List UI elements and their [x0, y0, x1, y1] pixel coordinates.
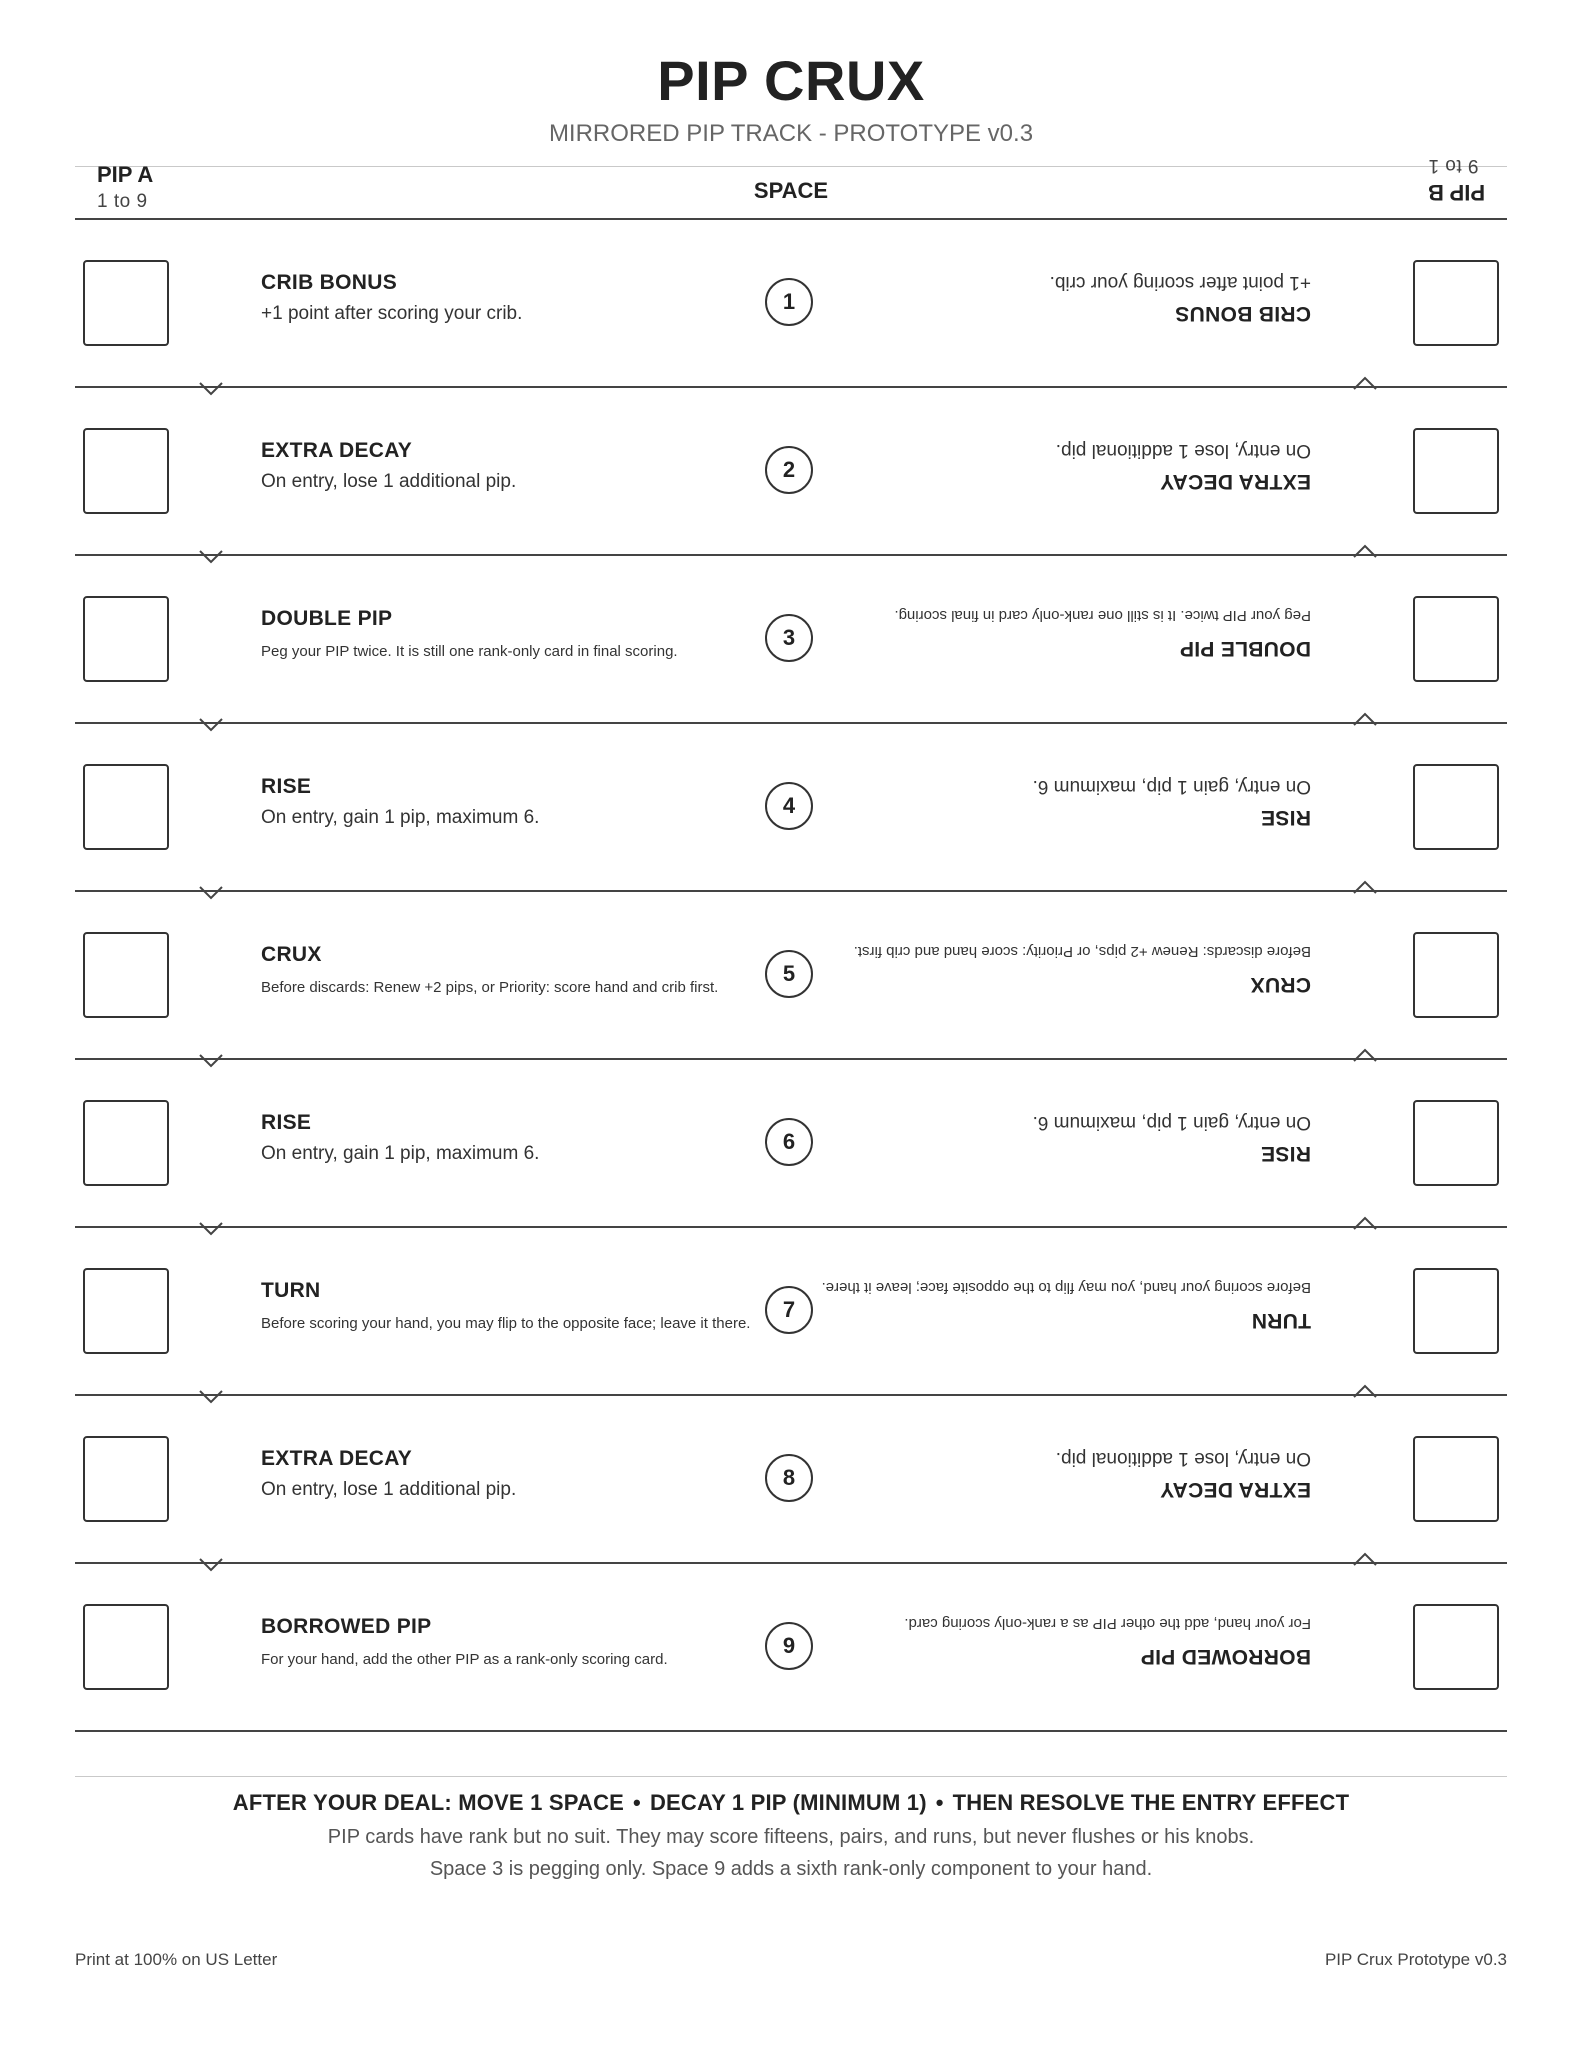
pip-b-effect-mirrored: [861, 1111, 1311, 1165]
page-subtitle: MIRRORED PIP TRACK - PROTOTYPE v0.3: [548, 120, 1034, 147]
print-note: Print at 100% on US Letter: [75, 1950, 278, 1969]
pip-b-effect-mirrored: [861, 775, 1311, 829]
track-row: [75, 892, 1507, 1060]
pip-a-marker-box[interactable]: [83, 1436, 169, 1522]
effect-description: Peg your PIP twice. It is still one rank-only card in final scoring.: [261, 643, 678, 660]
pip-b-marker-box[interactable]: [1413, 596, 1499, 682]
pip-a-marker-box[interactable]: [83, 596, 169, 682]
pip-a-marker-box[interactable]: [83, 932, 169, 1018]
space-number: 1: [765, 278, 813, 326]
track-row: [75, 388, 1507, 556]
pip-a-effect: [261, 1279, 821, 1332]
space-number: 8: [765, 1454, 813, 1502]
effect-description: On entry, lose 1 additional pip.: [1055, 1448, 1311, 1469]
space-number: 2: [765, 446, 813, 494]
space-number: 6: [765, 1118, 813, 1166]
pip-a-label: PIP A: [97, 162, 154, 187]
footer-rule-part-2: DECAY 1 PIP (MINIMUM 1): [649, 1790, 927, 1815]
track-row: [75, 724, 1507, 892]
pip-b-marker-box[interactable]: [1413, 1268, 1499, 1354]
effect-name: RISE: [1260, 1142, 1311, 1165]
footer-rule-part-1: AFTER YOUR DEAL: MOVE 1 SPACE: [232, 1790, 625, 1815]
space-number: 7: [765, 1286, 813, 1334]
effect-name: EXTRA DECAY: [261, 439, 413, 462]
effect-description: +1 point after scoring your crib.: [261, 303, 523, 324]
effect-name: DOUBLE PIP: [261, 607, 393, 630]
effect-description: Before scoring your hand, you may flip to the opposite face; leave it there.: [821, 1279, 1311, 1296]
track-row: [75, 1228, 1507, 1396]
pip-a-effect: [261, 271, 821, 325]
column-header-pip-a: [97, 162, 153, 213]
effect-description: Before discards: Renew +2 pips, or Priority: score hand and crib first.: [261, 979, 719, 996]
pip-a-range: 1 to 9: [97, 191, 148, 212]
footer-separator: •: [935, 1790, 944, 1815]
effect-name: CRUX: [261, 943, 322, 966]
pip-b-marker-box[interactable]: [1413, 932, 1499, 1018]
footer-note-line-2: Space 3 is pegging only. Space 9 adds a sixth rank-only component to your hand.: [429, 1858, 1153, 1880]
effect-description: Peg your PIP twice. It is still one rank-only card in final scoring.: [894, 607, 1311, 624]
pip-b-effect-mirrored: [861, 1447, 1311, 1501]
effect-name: RISE: [1260, 806, 1311, 829]
pip-b-effect-mirrored: [861, 271, 1311, 325]
space-number: 4: [765, 782, 813, 830]
effect-name: EXTRA DECAY: [1159, 1478, 1311, 1501]
effect-name: CRUX: [1250, 973, 1311, 996]
effect-name: EXTRA DECAY: [261, 1447, 413, 1470]
space-number: 5: [765, 950, 813, 998]
effect-name: EXTRA DECAY: [1159, 470, 1311, 493]
effect-name: CRIB BONUS: [261, 271, 398, 294]
effect-name: CRIB BONUS: [1174, 302, 1311, 325]
track-row: [75, 1564, 1507, 1732]
pip-b-marker-box[interactable]: [1413, 260, 1499, 346]
footer-rule: [0, 1790, 1582, 1816]
row-divider: [75, 1730, 1507, 1732]
track-row: [75, 556, 1507, 724]
pip-a-effect: [261, 1111, 821, 1165]
effect-description: On entry, lose 1 additional pip.: [261, 471, 517, 492]
page-title: PIP CRUX: [657, 49, 925, 112]
pip-b-marker-box[interactable]: [1413, 764, 1499, 850]
effect-name: RISE: [261, 775, 312, 798]
pip-a-marker-box[interactable]: [83, 1604, 169, 1690]
pip-a-marker-box[interactable]: [83, 260, 169, 346]
footer-rule-part-3: THEN RESOLVE THE ENTRY EFFECT: [952, 1790, 1350, 1815]
effect-name: TURN: [261, 1279, 321, 1302]
pip-b-effect-mirrored: [861, 439, 1311, 493]
pip-a-effect: [261, 1615, 821, 1668]
effect-description: For your hand, add the other PIP as a rank-only scoring card.: [261, 1651, 668, 1668]
pip-a-marker-box[interactable]: [83, 1100, 169, 1186]
effect-description: +1 point after scoring your crib.: [1049, 272, 1311, 293]
pip-a-effect: [261, 943, 821, 996]
effect-name: DOUBLE PIP: [1179, 637, 1311, 660]
effect-description: On entry, gain 1 pip, maximum 6.: [1032, 1112, 1311, 1133]
track-row: [75, 1060, 1507, 1228]
pip-a-marker-box[interactable]: [83, 1268, 169, 1354]
pip-a-effect: [261, 775, 821, 829]
effect-description: For your hand, add the other PIP as a rank-only scoring card.: [904, 1615, 1311, 1632]
effect-name: RISE: [261, 1111, 312, 1134]
pip-b-effect-mirrored: [861, 607, 1311, 660]
effect-description: On entry, gain 1 pip, maximum 6.: [1032, 776, 1311, 797]
pip-a-effect: [261, 607, 821, 660]
pip-b-effect-mirrored: [821, 1279, 1311, 1332]
pip-b-marker-box[interactable]: [1413, 1604, 1499, 1690]
pip-b-marker-box[interactable]: [1413, 428, 1499, 514]
pip-a-marker-box[interactable]: [83, 764, 169, 850]
pip-b-range: 9 to 1: [1427, 155, 1479, 176]
effect-description: On entry, lose 1 additional pip.: [261, 1479, 517, 1500]
effect-description: On entry, gain 1 pip, maximum 6.: [261, 807, 540, 828]
column-header-pip-b: [1428, 154, 1485, 205]
pip-a-effect: [261, 439, 821, 493]
pip-b-marker-box[interactable]: [1413, 1436, 1499, 1522]
pip-a-effect: [261, 1447, 821, 1501]
effect-name: TURN: [1251, 1309, 1311, 1332]
effect-description: Before scoring your hand, you may flip to the opposite face; leave it there.: [261, 1315, 751, 1332]
pip-b-label: PIP B: [1427, 180, 1485, 205]
track-row: [75, 220, 1507, 388]
pip-a-marker-box[interactable]: [83, 428, 169, 514]
effect-description: On entry, lose 1 additional pip.: [1055, 440, 1311, 461]
footer-note-line-1: PIP cards have rank but no suit. They may score fifteens, pairs, and runs, but never flushes or his knobs.: [327, 1826, 1255, 1848]
version-note: PIP Crux Prototype v0.3: [1324, 1950, 1507, 1969]
effect-name: BORROWED PIP: [1140, 1645, 1311, 1668]
footer-separator: •: [633, 1790, 641, 1815]
pip-b-effect-mirrored: [861, 1615, 1311, 1668]
header-top-rule: [75, 166, 1507, 167]
effect-description: On entry, gain 1 pip, maximum 6.: [261, 1143, 540, 1164]
pip-b-marker-box[interactable]: [1413, 1100, 1499, 1186]
space-number: 9: [765, 1622, 813, 1670]
column-header-space: SPACE: [753, 178, 829, 203]
effect-description: Before discards: Renew +2 pips, or Priority: score hand and crib first.: [853, 943, 1311, 960]
pip-b-effect-mirrored: [853, 943, 1311, 996]
track-row: [75, 1396, 1507, 1564]
effect-name: BORROWED PIP: [261, 1615, 432, 1638]
track-end-thin-rule: [75, 1776, 1507, 1777]
space-number: 3: [765, 614, 813, 662]
